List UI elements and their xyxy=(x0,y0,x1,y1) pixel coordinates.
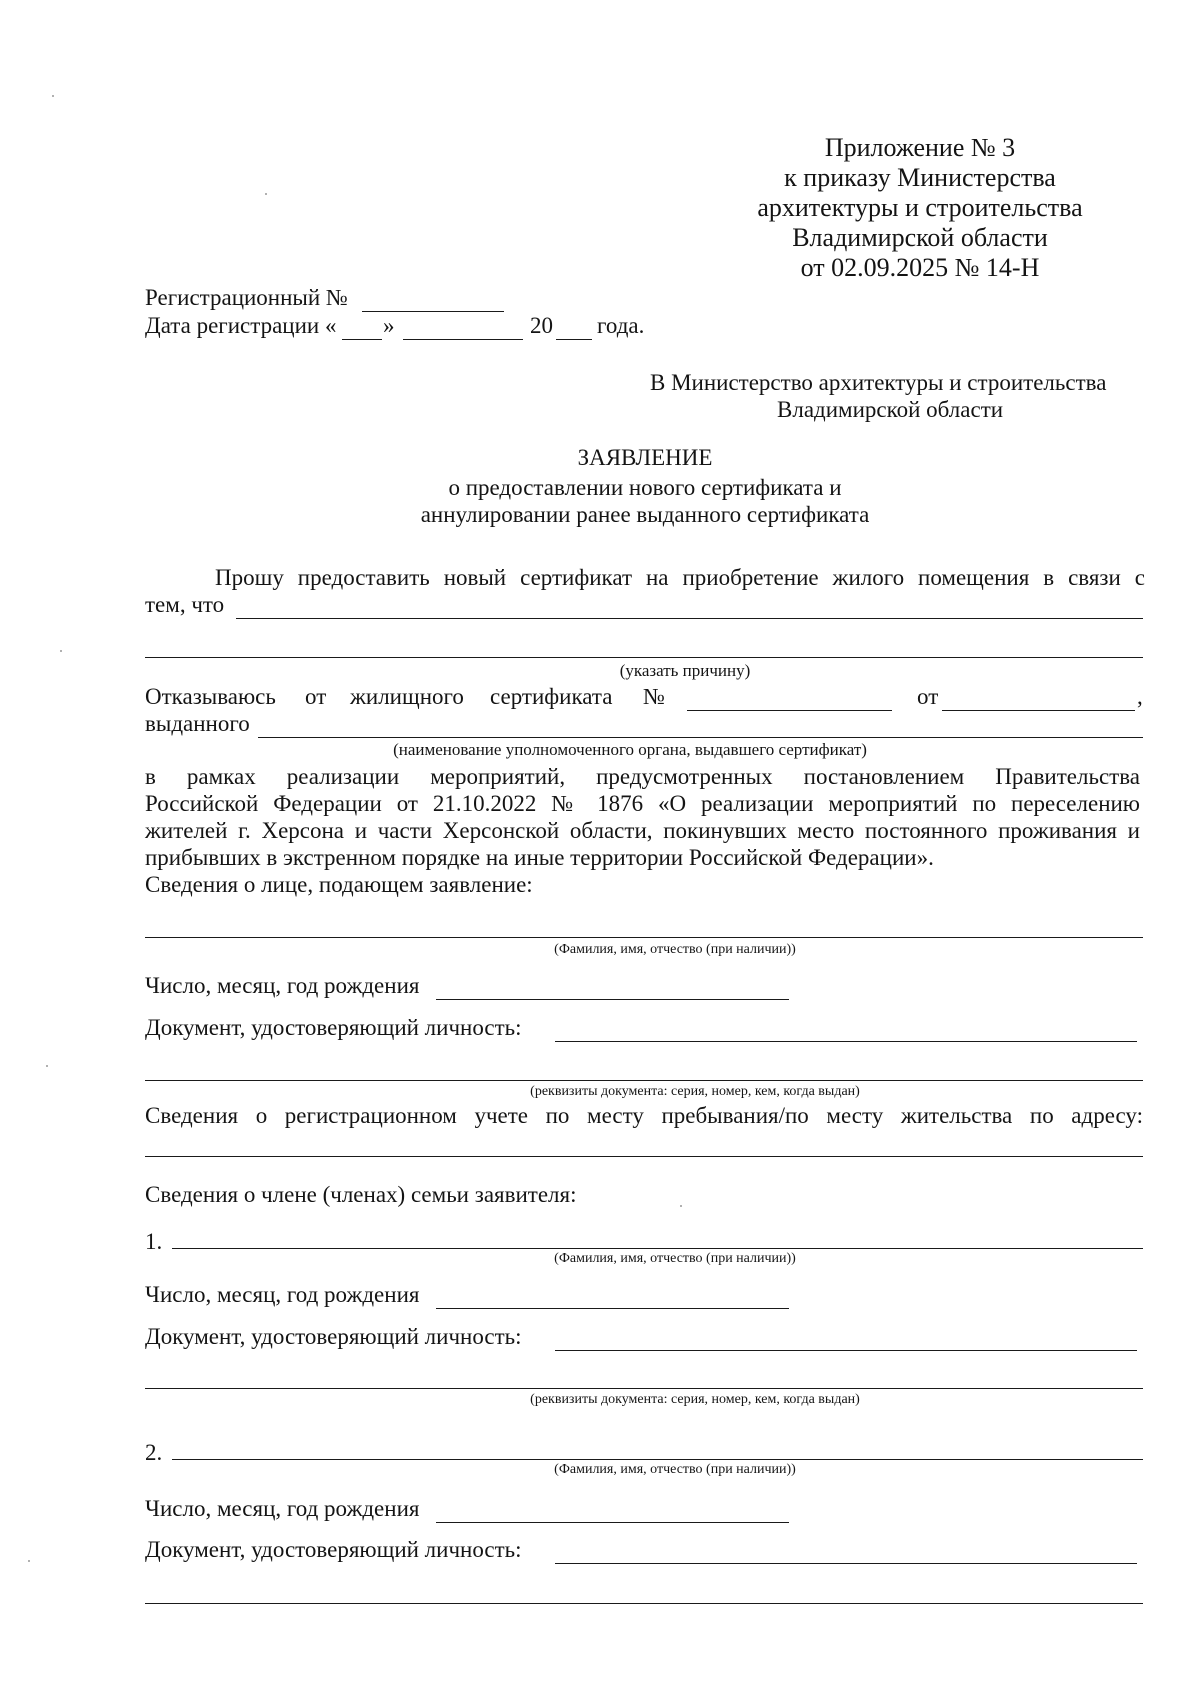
applicant-doc-hint: (реквизиты документа: серия, номер, кем, когда выдан) xyxy=(530,1084,860,1099)
scan-speck xyxy=(60,650,62,652)
member1-id-line-1[interactable] xyxy=(555,1350,1137,1351)
member2-fio-hint: (Фамилия, имя, отчество (при наличии)) xyxy=(554,1462,796,1477)
scan-speck xyxy=(680,1205,682,1207)
issuer-line[interactable] xyxy=(258,737,1143,738)
registration-date-close: » xyxy=(383,313,395,338)
scan-speck xyxy=(265,193,267,195)
applicant-fio-hint: (Фамилия, имя, отчество (при наличии)) xyxy=(554,942,796,957)
applicant-fio-line[interactable] xyxy=(145,937,1143,938)
addressee-line2: Владимирской области xyxy=(777,397,1004,422)
member1-birth-line[interactable] xyxy=(436,1308,789,1309)
request-text: Прошу предоставить новый сертификат на приобретение жилого помещения в связи с xyxy=(215,565,1145,590)
appendix-order-date: от 02.09.2025 № 14-Н xyxy=(800,253,1040,282)
refuse-word-4: сертификата xyxy=(490,684,613,709)
refuse-word-2: от xyxy=(305,684,327,709)
issuer-hint: (наименование уполномоченного органа, выдавшего сертификат) xyxy=(393,740,867,759)
reason-line-1[interactable] xyxy=(236,618,1143,619)
appendix-order-ref: к приказу Министерства xyxy=(784,163,1056,192)
applicant-id-line-1[interactable] xyxy=(555,1041,1137,1042)
member2-id-label: Документ, удостоверяющий личность: xyxy=(145,1537,522,1562)
family-info-label: Сведения о члене (членах) семьи заявителя: xyxy=(145,1182,577,1207)
reason-line-2[interactable] xyxy=(145,657,1143,658)
scan-speck xyxy=(52,95,54,97)
document-subtitle-2: аннулировании ранее выданного сертификата xyxy=(420,502,870,527)
certificate-number-line[interactable] xyxy=(687,710,892,711)
member2-birth-label: Число, месяц, год рождения xyxy=(145,1496,420,1521)
applicant-birth-label: Число, месяц, год рождения xyxy=(145,973,420,998)
appendix-region: Владимирской области xyxy=(792,223,1048,252)
refuse-comma: , xyxy=(1137,684,1143,709)
refuse-word-1: Отказываюсь xyxy=(145,684,276,709)
addressee-line1: В Министерство архитектуры и строительства xyxy=(650,370,1107,395)
registration-date-label: Дата регистрации « xyxy=(145,313,337,338)
applicant-birth-line[interactable] xyxy=(436,999,789,1000)
refuse-from: от xyxy=(917,684,939,709)
frame-line-4: прибывших в экстренном порядке на иные территории Российской Федерации». xyxy=(145,845,934,870)
registration-info-label: Сведения о регистрационном учете по месту пребывания/по месту жительства по адресу: xyxy=(145,1103,1143,1128)
registration-year-suffix: года. xyxy=(597,313,645,338)
registration-address-line[interactable] xyxy=(145,1156,1143,1157)
member1-doc-hint: (реквизиты документа: серия, номер, кем, когда выдан) xyxy=(530,1392,860,1407)
member1-birth-label: Число, месяц, год рождения xyxy=(145,1282,420,1307)
member2-number: 2. xyxy=(145,1440,163,1465)
member2-id-line-1[interactable] xyxy=(555,1563,1137,1564)
document-subtitle-1: о предоставлении нового сертификата и xyxy=(448,475,842,500)
appendix-ministry: архитектуры и строительства xyxy=(757,193,1083,222)
member2-id-line-2[interactable] xyxy=(145,1603,1143,1604)
member1-fio-line[interactable] xyxy=(172,1248,1143,1249)
frame-line-2: Российской Федерации от 21.10.2022 № 1876 «О реализации мероприятий по переселению xyxy=(145,791,1140,816)
scan-speck xyxy=(28,1560,30,1562)
member1-id-label: Документ, удостоверяющий личность: xyxy=(145,1324,522,1349)
scan-speck xyxy=(46,1065,48,1067)
registration-number-label: Регистрационный № xyxy=(145,285,348,310)
registration-day-line[interactable] xyxy=(342,339,382,340)
member2-birth-line[interactable] xyxy=(436,1522,789,1523)
frame-line-1: в рамках реализации мероприятий, предусмотренных постановлением Правительства xyxy=(145,764,1140,789)
applicant-id-line-2[interactable] xyxy=(145,1080,1143,1081)
registration-number-line[interactable] xyxy=(362,311,504,312)
member1-id-line-2[interactable] xyxy=(145,1388,1143,1389)
registration-year-line[interactable] xyxy=(556,339,592,340)
frame-line-3: жителей г. Херсона и части Херсонской области, покинувших место постоянного проживания и xyxy=(145,818,1140,843)
appendix-number: Приложение № 3 xyxy=(824,133,1016,162)
certificate-date-line[interactable] xyxy=(942,710,1135,711)
applicant-id-label: Документ, удостоверяющий личность: xyxy=(145,1015,522,1040)
request-continuation: тем, что xyxy=(145,592,225,617)
refuse-word-3: жилищного xyxy=(350,684,464,709)
issued-label: выданного xyxy=(145,711,250,736)
member2-fio-line[interactable] xyxy=(172,1459,1143,1460)
refuse-word-5: № xyxy=(643,684,665,709)
registration-year-prefix: 20 xyxy=(530,313,553,338)
applicant-info-label: Сведения о лице, подающем заявление: xyxy=(145,872,533,897)
reason-hint: (указать причину) xyxy=(619,661,751,680)
document-title: ЗАЯВЛЕНИЕ xyxy=(577,445,713,470)
member1-fio-hint: (Фамилия, имя, отчество (при наличии)) xyxy=(554,1251,796,1266)
registration-month-line[interactable] xyxy=(403,339,523,340)
member1-number: 1. xyxy=(145,1229,163,1254)
